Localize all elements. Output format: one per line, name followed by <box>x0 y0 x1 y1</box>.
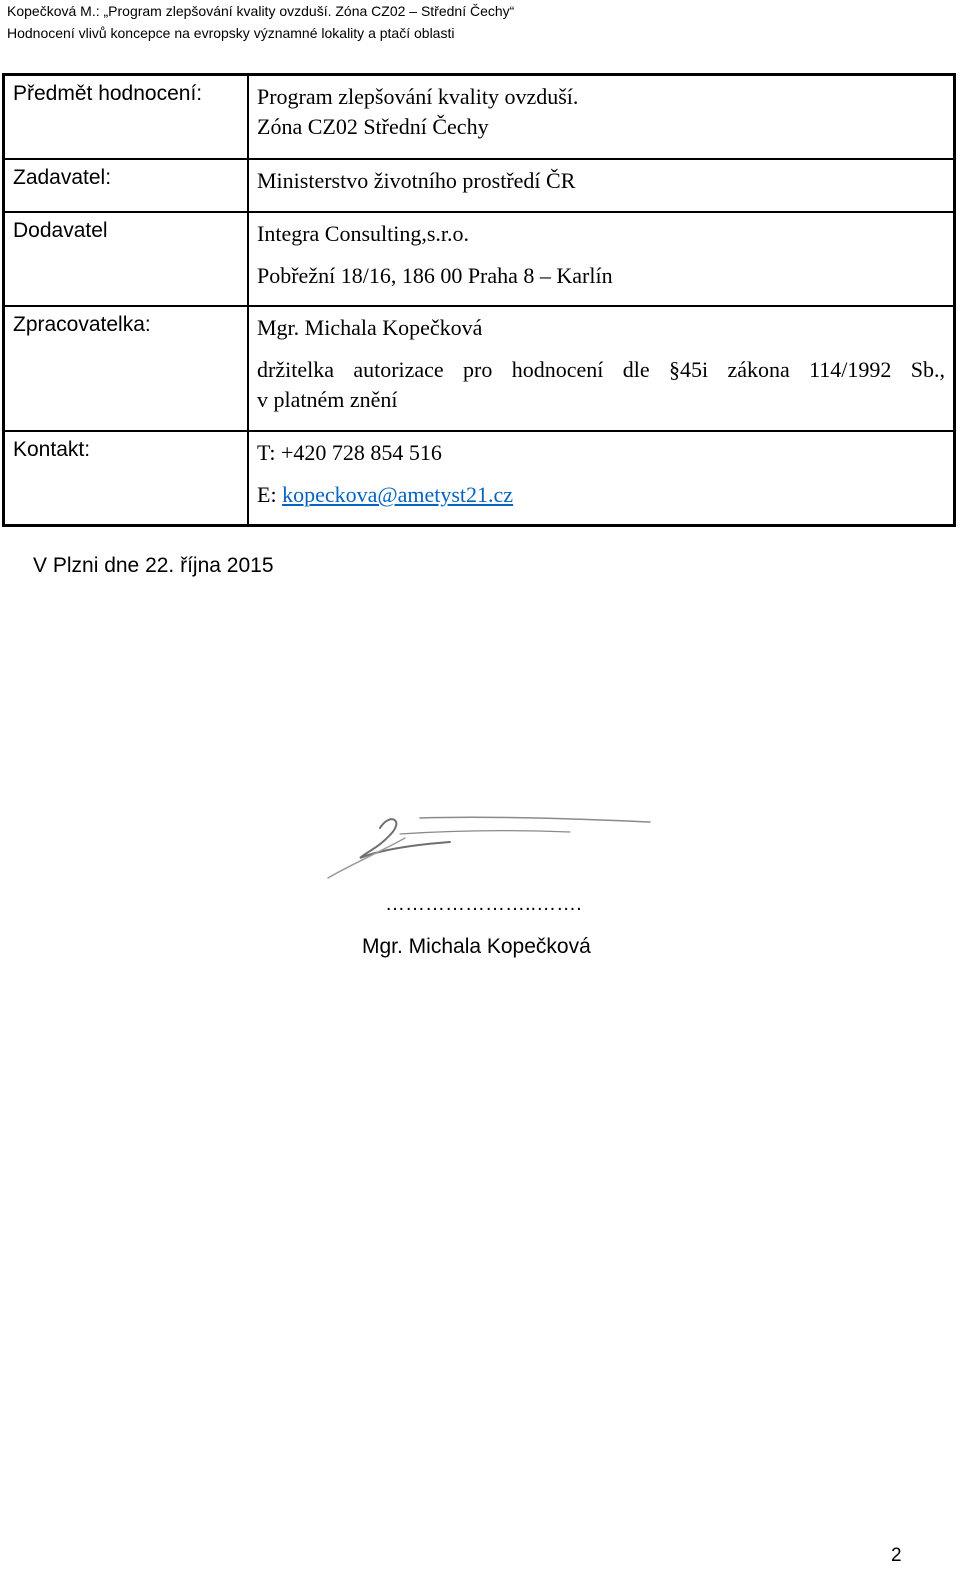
table-row-subject <box>4 75 955 160</box>
supplier-line-2: Pobřežní 18/16, 186 00 Praha 8 – Karlín <box>257 263 613 288</box>
author-value <box>248 306 955 431</box>
handwritten-signature <box>310 790 670 900</box>
supplier-label: Dodavatel <box>4 212 249 306</box>
subject-label: Předmět hodnocení: <box>4 75 249 160</box>
table-row-author <box>4 306 955 431</box>
email-link[interactable]: kopeckova@ametyst21.cz <box>282 482 514 507</box>
table-row-contact <box>4 431 955 526</box>
subject-line-1: Program zlepšování kvality ovzduší. <box>257 84 579 109</box>
subject-value <box>248 75 955 160</box>
report-info-table <box>2 73 956 527</box>
table-row-client <box>4 159 955 212</box>
contact-label: Kontakt: <box>13 438 91 461</box>
subject-line-2: Zóna CZ02 Střední Čechy <box>257 114 489 139</box>
author-authorization-cont: v platném znění <box>257 387 398 412</box>
signature-line: …………………..……. <box>385 893 582 915</box>
author-name: Mgr. Michala Kopečková <box>257 315 483 340</box>
page-number: 2 <box>891 1545 902 1566</box>
supplier-value <box>248 212 955 306</box>
contact-phone: T: +420 728 854 516 <box>257 440 442 465</box>
client-label: Zadavatel: <box>4 159 249 212</box>
contact-value <box>248 431 955 526</box>
table-row-supplier <box>4 212 955 306</box>
signer-name: Mgr. Michala Kopečková <box>362 935 591 958</box>
author-authorization: držitelka autorizace pro hodnocení dle §45i zákona 114/1992 Sb., <box>257 357 945 382</box>
client-value <box>248 159 955 212</box>
place-date: V Plzni dne 22. října 2015 <box>33 554 274 577</box>
email-prefix: E: <box>257 482 283 507</box>
author-label: Zpracovatelka: <box>4 306 249 431</box>
client-line: Ministerstvo životního prostředí ČR <box>257 168 576 193</box>
header-title: Kopečková M.: „Program zlepšování kvality ovzduší. Zóna CZ02 – Střední Čechy“ <box>7 3 515 19</box>
supplier-line-1: Integra Consulting,s.r.o. <box>257 221 470 246</box>
running-header <box>7 0 514 44</box>
contact-email-line <box>257 480 945 510</box>
header-subtitle: Hodnocení vlivů koncepce na evropsky významné lokality a ptačí oblasti <box>7 25 455 41</box>
